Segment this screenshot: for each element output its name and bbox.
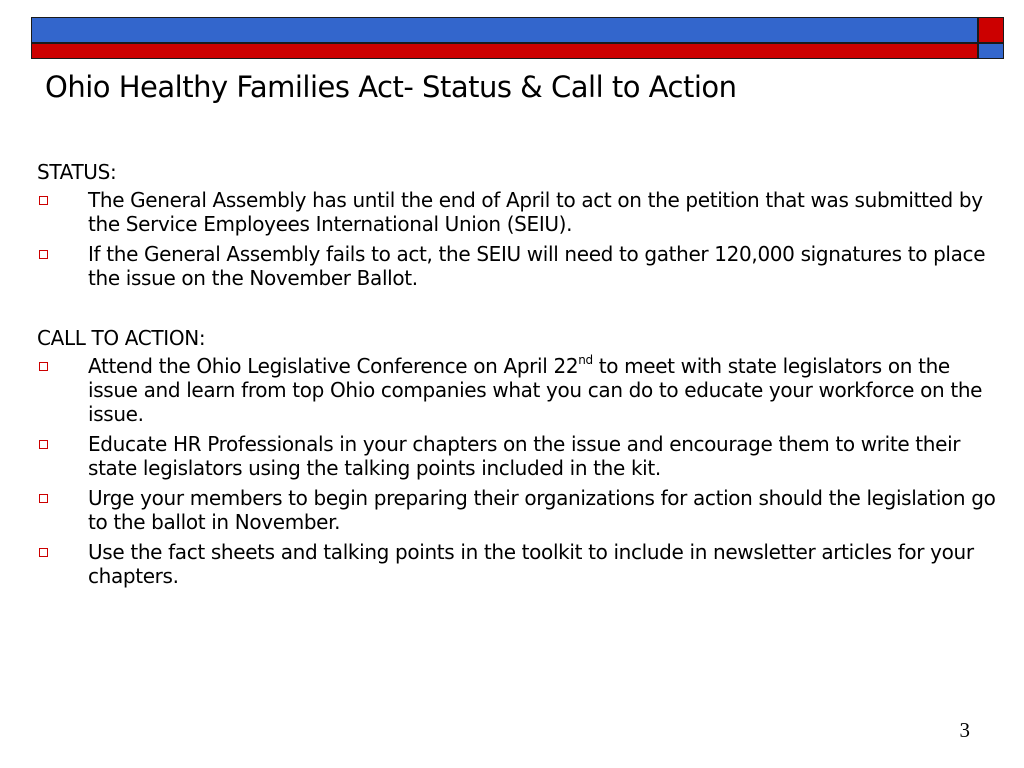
call-to-action-list	[37, 354, 997, 588]
list-item	[37, 354, 997, 426]
header-bar-blue	[31, 17, 978, 43]
list-item	[37, 242, 997, 290]
header-square-blue	[978, 43, 1004, 59]
square-bullet-icon	[39, 362, 48, 371]
list-item	[37, 432, 997, 480]
header-bar-red	[31, 43, 978, 59]
list-item-text-part: Attend the Ohio Legislative Conference on April 22	[88, 354, 579, 378]
slide-title: Ohio Healthy Families Act- Status & Call to Action	[45, 70, 737, 104]
ordinal-suffix: nd	[578, 353, 593, 367]
list-item-text: If the General Assembly fails to act, the SEIU will need to gather 120,000 signatures to place the issue on the November Ballot.	[88, 242, 986, 290]
header-square-red	[978, 17, 1004, 43]
list-item-text: Urge your members to begin preparing their organizations for action should the legislation go to the ballot in November.	[88, 486, 996, 534]
list-item-text-part: to meet with state legislators on the issue and learn from top Ohio companies what you can do to educate your workforce on the issue.	[88, 354, 983, 426]
list-item-text: The General Assembly has until the end of April to act on the petition that was submitted by the Service Employees International Union (SEIU).	[88, 188, 983, 236]
square-bullet-icon	[39, 548, 48, 557]
list-item-text: Educate HR Professionals in your chapters on the issue and encourage them to write their state legislators using the talking points included in the kit.	[88, 432, 961, 480]
list-item	[37, 540, 997, 588]
square-bullet-icon	[39, 440, 48, 449]
square-bullet-icon	[39, 196, 48, 205]
call-to-action-heading: CALL TO ACTION:	[37, 326, 206, 350]
status-heading: STATUS:	[37, 160, 117, 184]
square-bullet-icon	[39, 250, 48, 259]
slide-body	[37, 160, 997, 594]
list-item-text: Use the fact sheets and talking points in the toolkit to include in newsletter articles for your chapters.	[88, 540, 974, 588]
status-list	[37, 188, 997, 290]
square-bullet-icon	[39, 494, 48, 503]
page-number: 3	[959, 718, 970, 742]
list-item	[37, 486, 997, 534]
list-item	[37, 188, 997, 236]
